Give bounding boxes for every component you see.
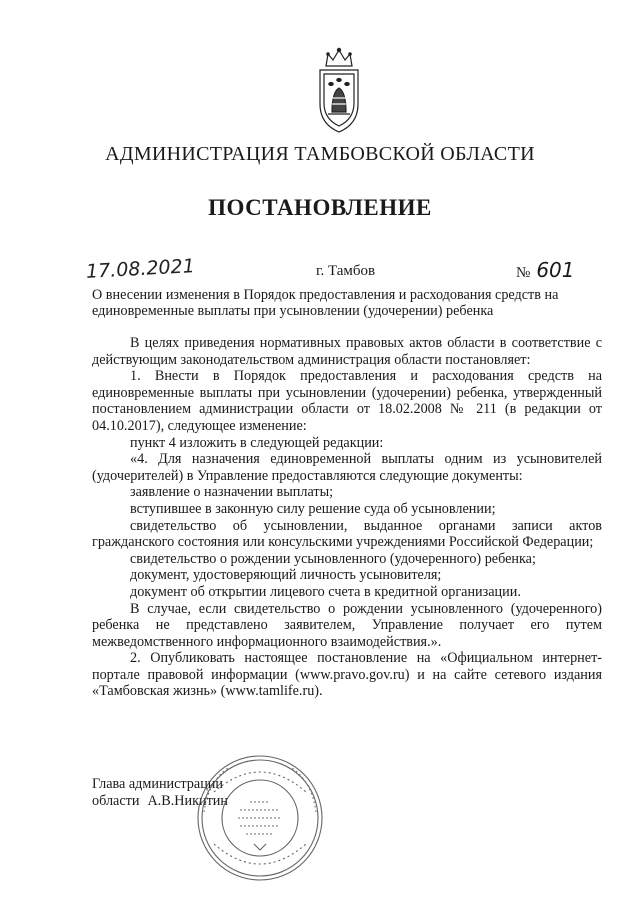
paragraph: свидетельство об усыновлении, выданное органами записи актов гражданского состояния или консульскими учреждениями Российской Федерации; [92, 517, 602, 551]
paragraph: «4. Для назначения единовременной выплаты одним из усыновителей (удочерителей) в Управление предоставляются следующие документы: [92, 451, 602, 484]
document-number [516, 258, 575, 282]
paragraph: документ, удостоверяющий личность усыновителя; [130, 567, 442, 584]
number-label: № [516, 265, 531, 281]
signatory-name: А.В.Никитин [147, 792, 228, 809]
office-stamp-icon [194, 752, 326, 884]
paragraph: пункт 4 изложить в следующей редакции: [130, 434, 384, 451]
paragraph: документ об открытии лицевого счета в кредитной организации. [130, 583, 521, 600]
document-subject: О внесении изменения в Порядок предоставления и расходования средств на единовременные выплаты при усыновлении (удочерении) ребенка [92, 287, 559, 319]
document-city: г. Тамбов [316, 263, 376, 279]
signatory-region: области [92, 792, 140, 809]
number-value: 601 [536, 258, 575, 282]
paragraph: 1. Внести в Порядок предоставления и расходования средств на единовременные выплаты при усыновлении (удочерении) ребенка, утвержденный постановлением администрации области от 18.02.2008 № 211 (в редакции от 04.10.2017), следующее изменение: [92, 368, 602, 434]
paragraph: заявление о назначении выплаты; [130, 484, 334, 501]
document-date: 17.08.2021 [85, 255, 196, 283]
paragraph: В целях приведения нормативных правовых актов области в соответствие с действующим законодательством администрация области постановляет: [92, 335, 602, 368]
agency-name: АДМИНИСТРАЦИЯ ТАМБОВСКОЙ ОБЛАСТИ [105, 143, 535, 165]
document-body [92, 335, 602, 700]
paragraph: вступившее в законную силу решение суда об усыновлении; [130, 500, 496, 517]
document-type: ПОСТАНОВЛЕНИЕ [208, 195, 432, 220]
signatory-title: Глава администрации [92, 776, 223, 792]
paragraph: В случае, если свидетельство о рождении усыновленного (удочеренного) ребенка не представлено заявителем, Управление получает его путем межведомственного информационного взаимодействия.». [92, 600, 602, 650]
paragraph: свидетельство о рождении усыновленного (удочеренного) ребенка; [130, 550, 536, 567]
coat-of-arms-icon [314, 46, 364, 134]
paragraph: 2. Опубликовать настоящее постановление на «Официальном интернет-портале правовой информации (www.pravo.gov.ru) и на сайте сетевого издания «Тамбовская жизнь» (www.tamlife.ru). [92, 650, 602, 700]
